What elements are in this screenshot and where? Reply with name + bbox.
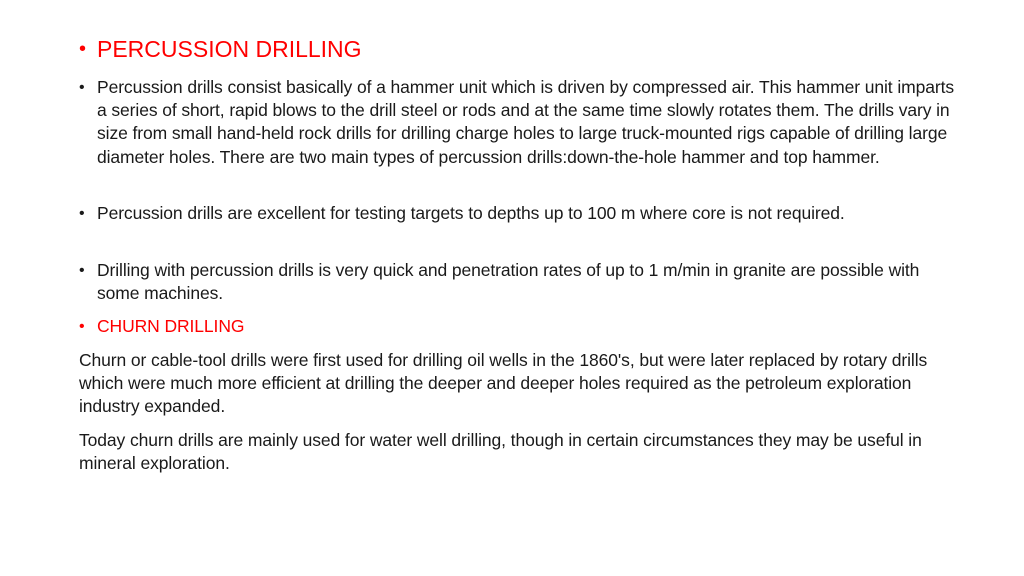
bullet-icon: • bbox=[79, 38, 87, 60]
bullet-icon: • bbox=[79, 205, 85, 222]
heading-churn-drilling bbox=[79, 315, 959, 338]
bullet-text: Percussion drills consist basically of a hammer unit which is driven by compressed air. This hammer unit imparts a series of short, rapid blows to the drill steel or rods and at the same time slowly rotates them. The drills vary in size from small hand-held rock drills for drilling charge holes to large truck-mounted rigs capable of drilling large diameter holes. There are two main types of percussion drills:down-the-hole hammer and top hammer. bbox=[97, 77, 954, 167]
section-heading: CHURN DRILLING bbox=[97, 316, 245, 336]
bullet-item bbox=[79, 202, 959, 225]
heading-percussion-drilling bbox=[79, 34, 959, 64]
bullet-item bbox=[79, 76, 959, 169]
section-heading: PERCUSSION DRILLING bbox=[97, 36, 362, 62]
bullet-icon: • bbox=[79, 79, 85, 96]
bullet-icon: • bbox=[79, 262, 85, 279]
paragraph: Churn or cable-tool drills were first used for drilling oil wells in the 1860's, but were later replaced by rotary drills which were much more efficient at drilling the deeper and deeper holes required as the petroleum exploration industry expanded. bbox=[79, 350, 928, 417]
bullet-item bbox=[79, 259, 959, 305]
bullet-text: Drilling with percussion drills is very quick and penetration rates of up to 1 m/min in granite are possible with some machines. bbox=[97, 260, 920, 304]
paragraph: Today churn drills are mainly used for water well drilling, though in certain circumstances they may be useful in mineral exploration. bbox=[79, 430, 922, 474]
bullet-icon: • bbox=[79, 318, 85, 335]
bullet-text: Percussion drills are excellent for testing targets to depths up to 100 m where core is not required. bbox=[97, 203, 845, 223]
